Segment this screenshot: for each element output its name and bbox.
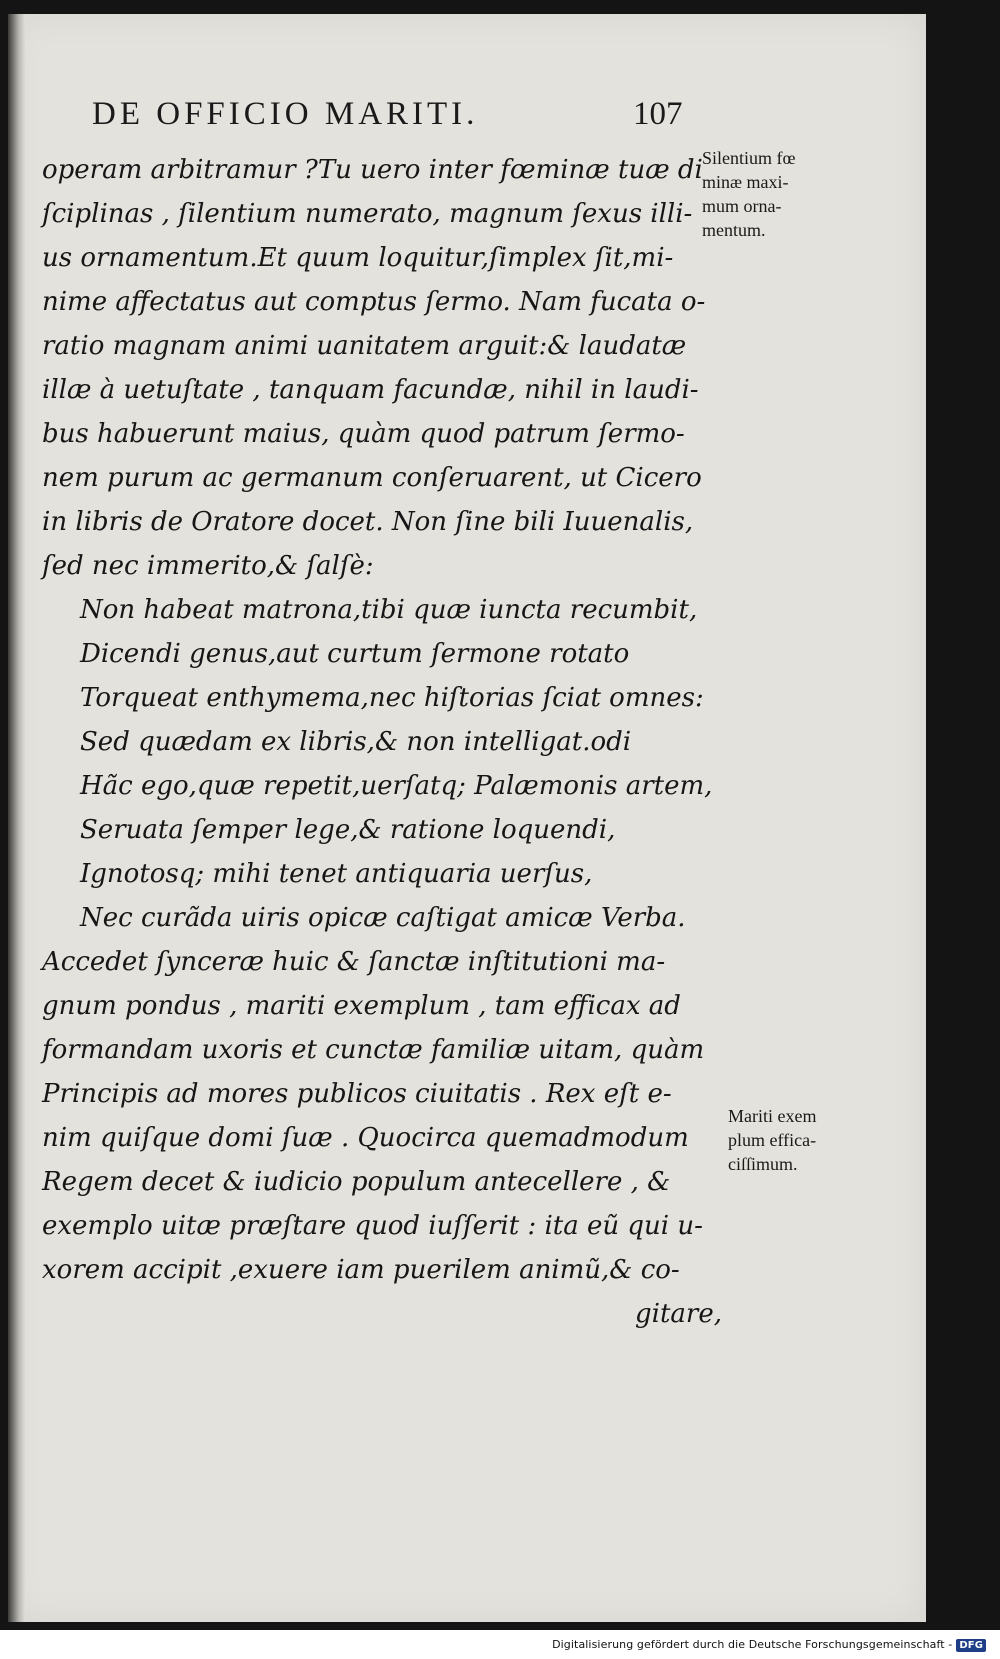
text-line: xorem accipit ,exuere iam puerilem animũ,& co- [42,1255,680,1285]
verse-line: Non habeat matrona,tibi quæ iuncta recumbit, [80,595,698,625]
verse-line: Hãc ego,quæ repetit,uerſatq; Palæmonis artem, [80,771,713,801]
text-line: illæ à uetuſtate , tanquam facundæ, nihil in laudi- [42,375,699,405]
margin-note-line: Mariti exem [728,1106,817,1126]
page-number: 107 [633,96,683,132]
body-text [42,148,732,1336]
text-line: ratio magnam animi uanitatem arguit:& laudatæ [42,331,687,361]
text-line: Regem decet & iudicio populum antecellere , & [42,1167,671,1197]
margin-note-line: Silentium fœ [702,148,796,168]
margin-note-line: mentum. [702,220,766,240]
text-line: gnum pondus , mariti exemplum , tam efficax ad [42,991,681,1021]
verse-line: Sed quædam ex libris,& non intelligat.odi [80,727,632,757]
credit-text: Digitalisierung gefördert durch die Deutsche Forschungsgemeinschaft - [552,1638,953,1651]
text-line: formandam uxoris et cunctæ familiæ uitam, quàm [42,1035,705,1065]
text-line: nim quiſque domi ſuæ . Quocirca quemadmodum [42,1123,689,1153]
margin-note-line: minæ maxi- [702,172,789,192]
text-line: ſed nec immerito,& ſalſè: [42,551,374,581]
page-gutter-shadow [8,14,26,1622]
verse-line: Dicendi genus,aut curtum ſermone rotato [80,639,630,669]
text-line: Accedet ſynceræ huic & ſanctæ inſtitutioni ma- [42,947,666,977]
text-line: nem purum ac germanum conſeruarent, ut Cicero [42,463,702,493]
running-head: DE OFFICIO MARITI. [92,96,479,132]
verse-line: Nec curãda uiris opicæ caſtigat amicæ Verba. [80,903,686,933]
text-line: Principis ad mores publicos ciuitatis . Rex eſt e- [42,1079,672,1109]
text-line: ſciplinas , ſilentium numerato, magnum ſexus illi- [42,199,693,229]
margin-note-line: mum orna- [702,196,782,216]
margin-note-line: ciſſimum. [728,1154,798,1174]
margin-note-mariti [728,1104,816,1176]
text-line: exemplo uitæ præſtare quod iuſſerit : ita eũ qui u- [42,1211,703,1241]
margin-note-line: plum effica- [728,1130,817,1150]
text-line: nime affectatus aut comptus ſermo. Nam fucata o- [42,287,706,317]
digitization-credit [552,1638,986,1652]
catchword: gitare, [635,1299,722,1329]
text-line: operam arbitramur ?Tu uero inter fœminæ tuæ di [42,155,703,185]
margin-note-silentium [702,146,796,242]
dfg-logo: DFG [956,1639,986,1652]
verse-line: Torqueat enthymema,nec hiſtorias ſciat omnes: [80,683,704,713]
verse-line: Ignotosq; mihi tenet antiquaria uerſus, [80,859,593,889]
text-line: bus habuerunt maius, quàm quod patrum ſermo- [42,419,685,449]
text-line: us ornamentum.Et quum loquitur,ſimplex ſit,mi- [42,243,674,273]
text-line: in libris de Oratore docet. Non ſine bili Iuuenalis, [42,507,694,537]
verse-line: Seruata ſemper lege,& ratione loquendi, [80,815,616,845]
